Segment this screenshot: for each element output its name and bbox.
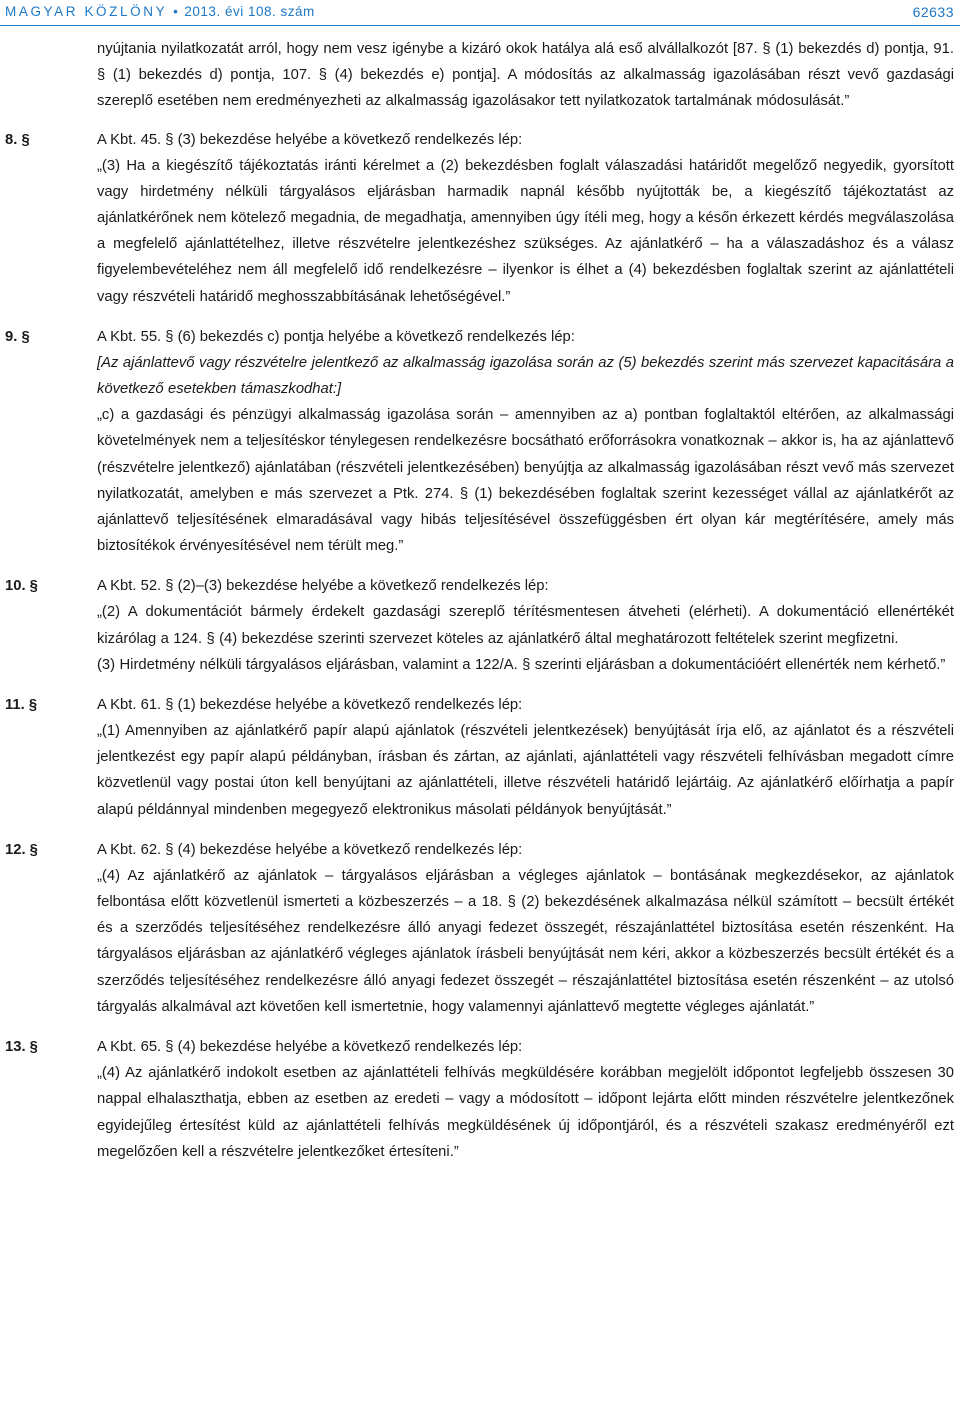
section-number: 13. §: [5, 1039, 38, 1056]
section-10: [0, 573, 960, 678]
section-heading: [0, 837, 960, 863]
section-number: 12. §: [5, 841, 38, 858]
section-heading: [0, 692, 960, 718]
section-paragraph: „(4) Az ajánlatkérő indokolt esetben az ajánlattételi felhívás megküldésére korábban megjelölt időpontot legfeljebb összesen 30 nappal elhalaszthatja, ebben az esetben az eredeti – vagy a módosított – időpont lejárta előtt minden részvételre jelentkezőnek egyidejűleg értesítést küld az ajánlattételi felhívás megküldésének új időpontjáról, és a részvételi szakasz eredményéről ezt megelőzően kell a részvételre jelentkezőket értesíteni.”: [97, 1065, 954, 1160]
section-intro: A Kbt. 65. § (4) bekezdése helyébe a következő rendelkezés lép:: [97, 1039, 523, 1056]
section-number: 11. §: [5, 697, 38, 714]
section-intro: A Kbt. 55. § (6) bekezdés c) pontja helyébe a következő rendelkezés lép:: [97, 328, 575, 345]
section-13: [0, 1034, 960, 1165]
section-9: [0, 324, 960, 560]
section-intro: A Kbt. 45. § (3) bekezdése helyébe a következő rendelkezés lép:: [97, 131, 523, 148]
header-separator: •: [173, 4, 179, 19]
section-italic-note: [Az ajánlattevő vagy részvételre jelentkező az alkalmasság igazolása során az (5) bekezdés szerint más szervezet kapacitására a következő esetekben támaszkodhat:]: [97, 354, 954, 398]
header-left: [5, 4, 315, 19]
section-12: [0, 837, 960, 1020]
page-header: [0, 0, 960, 30]
section-intro: A Kbt. 52. § (2)–(3) bekezdése helyébe a következő rendelkezés lép:: [97, 578, 549, 595]
page-number: 62633: [912, 4, 954, 20]
section-intro: A Kbt. 61. § (1) bekezdése helyébe a következő rendelkezés lép:: [97, 697, 523, 714]
section-heading: [0, 324, 960, 350]
section-paragraph: (3) Hirdetmény nélküli tárgyalásos eljárásban, valamint a 122/A. § szerinti eljárásban a dokumentációért ellenérték nem kérhető.”: [97, 656, 946, 673]
section-paragraph: „c) a gazdasági és pénzügyi alkalmasság igazolása során – amennyiben az a) pontban foglaltaktól eltérően, az alkalmassági követelmények nem a teljesítéskor ténylegesen rendelkezésre bocsátható erőforrásokra vonatkoznak – akkor is, ha az ajánlattevő (részvételre jelentkező) ajánlatában (részvételi jelentkezésében) benyújtja az alkalmasság igazolásában részt vevő más szervezet nyilatkozatát, amelyben e más szervezet a Ptk. 274. § (1) bekezdésében foglaltak szerint kezességet vállal az ajánlatkérőt az ajánlattevő teljesítésének elmaradásával vagy hibás teljesítésével összefüggésben ért olyan kár megtérítésére, amely más biztosítékok érvényesítésével nem térült meg.”: [97, 407, 954, 555]
section-11: [0, 692, 960, 823]
section-heading: [0, 1034, 960, 1060]
section-number: 8. §: [5, 131, 30, 148]
intro-paragraph: nyújtania nyilatkozatát arról, hogy nem vesz igénybe a kizáró okok hatálya alá eső alvállalkozót [87. § (1) bekezdés d) pontja, 91. § (1) bekezdés d) pontja, 107. § (4) bekezdés e) pontja]. A módosítás az alkalmasság igazolásában részt vevő gazdasági szereplő esetében nem eredményezheti az alkalmasság igazolásakor tett nyilatkozatok tartalmának módosulását.”: [97, 41, 954, 110]
section-number: 10. §: [5, 578, 38, 595]
issue-label: 2013. évi 108. szám: [184, 4, 315, 19]
header-rule: [0, 25, 960, 26]
section-paragraph: „(3) Ha a kiegészítő tájékoztatás iránti kérelmet a (2) bekezdésben foglalt válaszadási határidőt megelőző negyedik, gyorsított vagy hirdetmény nélküli tárgyalásos eljárásban harmadik napnál később nyújtották be, a kiegészítő tájékoztatást az ajánlatkérőnek nem kötelező megadnia, de megadhatja, amennyiben úgy ítéli meg, hogy a későn érkezett kérdés megválaszolása a megfelelő ajánlattételhez, illetve részvételre jelentkezéshez szükséges. Az ajánlatkérő – ha a válaszadáshoz és a válasz figyelembevételéhez nem áll megfelelő idő rendelkezésre – ilyenkor is élhet a (4) bekezdésben foglaltak szerint az ajánlattételi vagy részvételi határidő meghosszabbításának lehetőségével.”: [97, 157, 954, 305]
section-paragraph: „(2) A dokumentációt bármely érdekelt gazdasági szereplő térítésmentesen átveheti (elérheti). A dokumentáció ellenértékét kizárólag a 124. § (4) bekezdése szerinti szervezet köteles az ajánlatkérő által meghatározott feltételek szerint megfizetni.: [97, 604, 954, 647]
section-intro: A Kbt. 62. § (4) bekezdése helyébe a következő rendelkezés lép:: [97, 841, 523, 858]
section-number: 9. §: [5, 328, 30, 345]
section-8: [0, 127, 960, 310]
section-paragraph: „(4) Az ajánlatkérő az ajánlatok – tárgyalásos eljárásban a végleges ajánlatok – bontásának megkezdésekor, az ajánlatok felbontása előtt közvetlenül ismerteti a közbeszerzés – a 18. § (2) bekezdésének alkalmazása nélkül számított – becsült értékét és a szerződés teljesítéséhez rendelkezésre álló anyagi fedezet összegét, részajánlattétel biztosítása esetén részenként. Ha tárgyalásos eljárásban az ajánlatkérő végleges ajánlatok írásbeli benyújtását nem kéri, akkor a közbeszerzés becsült értékét és a szerződés teljesítéséhez rendelkezésre álló anyagi fedezet összegét – részajánlattétel biztosítása esetén részenként – az utolsó tárgyalás alkalmával azt követően kell ismertetnie, hogy valamennyi ajánlattevő megtette végleges ajánlatát.”: [97, 867, 954, 1015]
section-paragraph: „(1) Amennyiben az ajánlatkérő papír alapú ajánlatok (részvételi jelentkezések) benyújtását írja elő, az ajánlatot és a részvételi jelentkezést egy papír alapú példányban, írásban és zártan, az ajánlati, ajánlattételi vagy részvételi felhívásban megadott címre közvetlenül vagy postai úton kell benyújtani az ajánlattételi, illetve részvételi határidő lejártáig. Az ajánlatkérő előírhatja a papír alapú példánnyal mindenben megegyező elektronikus másolati példányok benyújtását.”: [97, 723, 954, 818]
document-body: [0, 36, 960, 1165]
section-heading: [0, 573, 960, 599]
publication-title: MAGYAR KÖZLÖNY: [5, 4, 168, 19]
section-heading: [0, 127, 960, 153]
